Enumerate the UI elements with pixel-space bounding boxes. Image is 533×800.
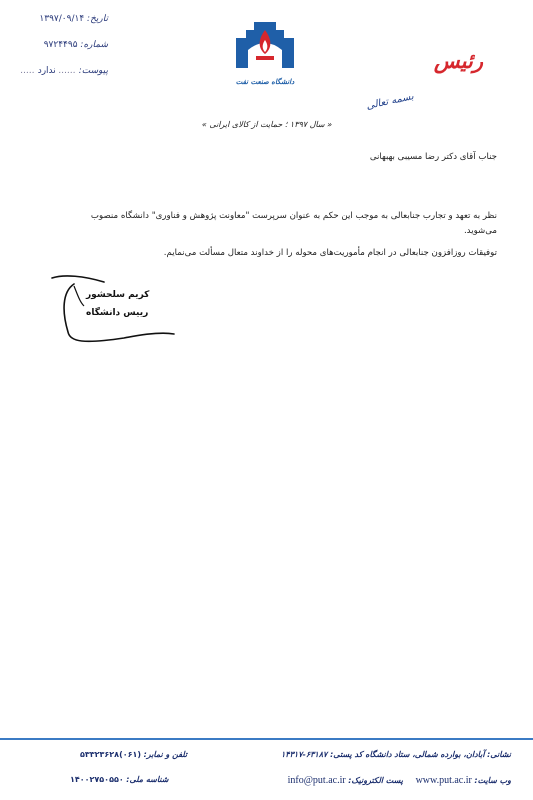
address-value: آبادان، بوارده شمالی، ستاد دانشگاه کد پستی: ۶۳۱۸۷-۱۴۳۱۷ [281, 750, 485, 759]
address-label: نشانی: [487, 750, 511, 759]
number-value: ۹۷۲۴۴۹۵ [43, 40, 78, 50]
attachment-value: ندارد [37, 66, 56, 76]
university-logo [232, 18, 298, 86]
footer-national-id-line [70, 775, 168, 784]
year-slogan: « سال ۱۳۹۷ ؛ حمایت از کالای ایرانی » [201, 120, 333, 129]
date-value: ۱۳۹۷/۰۹/۱۴ [39, 14, 85, 24]
paragraph-line-1: نظر به تعهد و تجارب جنابعالی به موجب این حکم به عنوان سرپرست "معاونت پژوهش و فناوری" دانشگاه منصوب [90, 211, 497, 221]
number-line [44, 40, 108, 50]
logo-emblem-icon [232, 18, 298, 74]
footer-web-line [288, 775, 511, 786]
recipient: جناب آقای دکتر رضا مسیبی بهبهانی [369, 152, 497, 162]
footer-rule [0, 738, 533, 740]
phone-value: (۰۶۱)۵۳۳۲۳۶۲۸ [80, 750, 142, 759]
office-title: رئیس [433, 48, 483, 73]
national-id-value: ۱۴۰۰۲۷۵۰۵۵۰ [70, 775, 124, 784]
paragraph-line-2: می‌شوید. [463, 226, 497, 236]
date-line [39, 14, 108, 24]
logo-caption: دانشگاه صنعت نفت [235, 78, 295, 86]
footer-phone-line [80, 750, 187, 759]
website-value[interactable]: www.put.ac.ir [415, 775, 472, 786]
footer-address-line [281, 750, 511, 759]
signer-name: کریم سلحشور [86, 290, 150, 300]
paragraph-closing: توفیقات روزافزون جنابعالی در انجام مأموریت‌های محوله را از خداوند متعال مسألت می‌نمایم. [163, 248, 497, 258]
signer-title: رییس دانشگاه [86, 308, 149, 318]
email-value[interactable]: info@put.ac.ir [287, 775, 346, 786]
email-label: پست الکترونیک: [348, 776, 404, 785]
bismillah: بسمه تعالی [365, 91, 415, 112]
number-label: شماره: [80, 40, 108, 50]
phone-label: تلفن و نمابر: [143, 750, 188, 759]
website-label: وب سایت: [474, 776, 511, 785]
attachment-line: پیوست: ...... ندارد ..... [20, 66, 108, 76]
attachment-label: پیوست: [78, 66, 108, 76]
date-label: تاریخ: [87, 14, 108, 24]
national-id-label: شناسه ملی: [126, 775, 169, 784]
